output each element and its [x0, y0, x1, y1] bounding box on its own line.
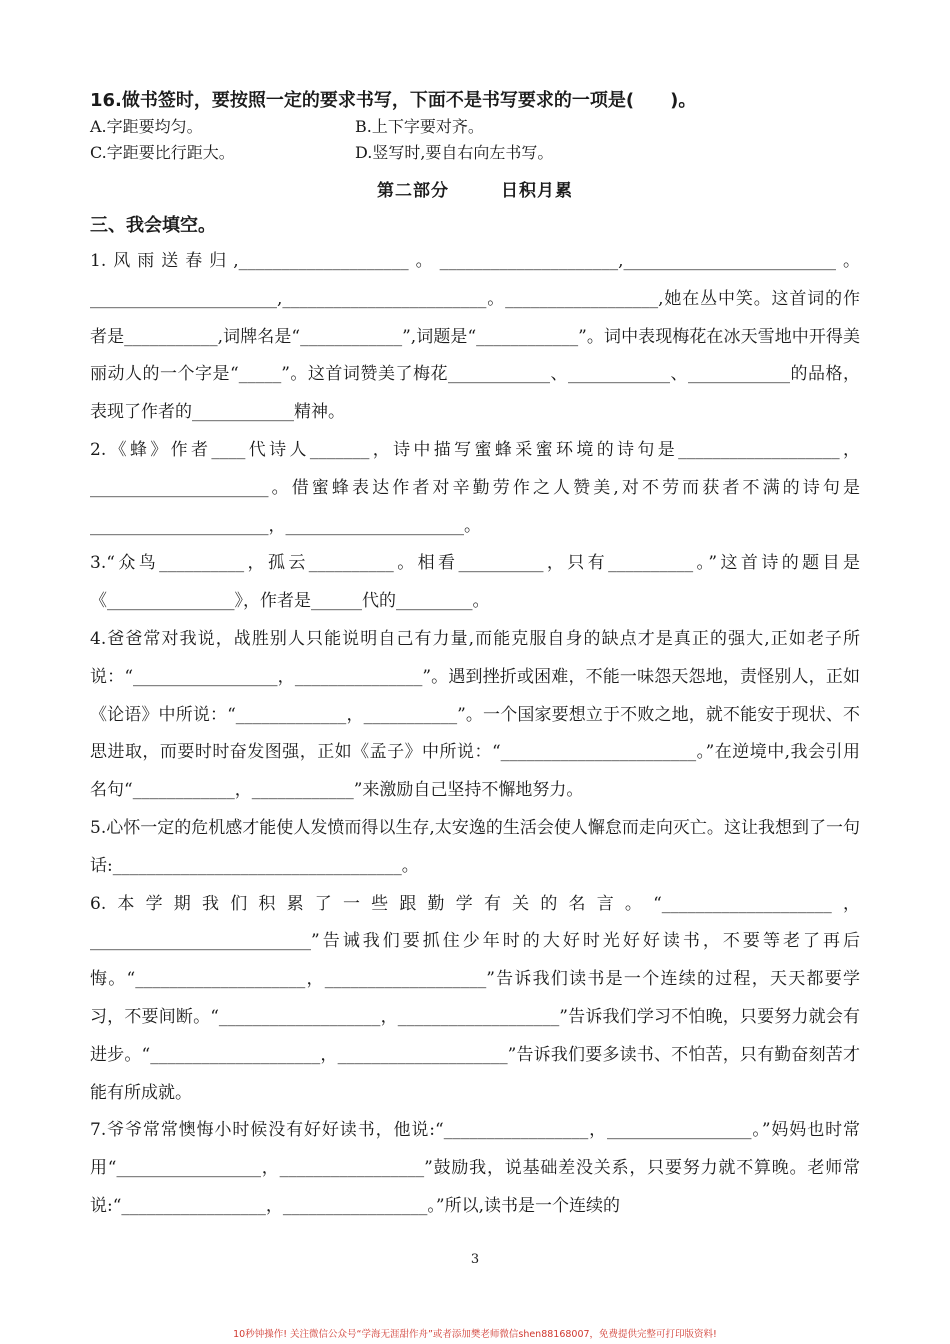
question-16-stem: 16.做书签时，要按照一定的要求书写，下面不是书写要求的一项是( )。	[90, 90, 697, 111]
question-16-options	[90, 114, 860, 166]
part-title-left: 第二部分	[377, 181, 449, 201]
question-6: 6.本学期我们积累了一些跟勤学有关的名言。“____________________，__________________________”告诫我们要抓住少年时的大好时光好好读书，不要等老了再后悔。“____________________，___________________”告诉我们读书是一个连续的过程，天天都要学习，不要间断。“___________________，___________________”告诉我们学习不怕晚，只要努力就会有进步。“____________________，____________________”告诉我们要多读书、不怕苦，只有勤奋刻苦才能有所成就。	[90, 893, 860, 1103]
question-1: 1.风雨送春归,____________________。_____________________,_________________________。______________________,________________________。__________________,她在丛中笑。这首词的作者是___________,词牌名是“____________”,词题是“____________”。词中表现梅花在冰天雪地中开得美丽动人的一个字是“_____”。这首词赞美了梅花____________、____________、____________的品格，表现了作者的____________精神。	[90, 251, 860, 423]
option-c: C.字距要比行距大。	[90, 143, 235, 162]
page-number: 3	[470, 1252, 480, 1267]
option-b: B.上下字要对齐。	[355, 117, 484, 136]
question-5: 5.心怀一定的危机感才能使人发愤而得以生存,太安逸的生活会使人懈怠而走向灭亡。这让我想到了一句话:__________________________________。	[90, 817, 860, 876]
footer-note: 10秒钟操作! 关注微信公众号“学海无涯甜作舟”或者添加樊老师微信shen88168007，免费提供完整可打印版资料!	[233, 1329, 717, 1340]
part-title	[90, 176, 860, 201]
question-7: 7.爷爷常常懊悔小时候没有好好读书，他说:“_________________，_________________。”妈妈也时常用“_________________，_________________”鼓励我，说基础差没关系，只要努力就不算晚。老师常说:“_________________，_________________。”所以,读书是一个连续的	[90, 1120, 860, 1216]
question-3: 3.“众鸟__________，孤云__________。相看__________，只有__________。”这首诗的题目是《_______________》，作者是______代的_________。	[90, 553, 860, 612]
option-a: A.字距要均匀。	[90, 117, 203, 136]
question-4: 4.爸爸常对我说，战胜别人只能说明自己有力量,而能克服自身的缺点才是真正的强大,正如老子所说：“_________________，_______________”。遇到挫折或困难，不能一味怨天怨地，责怪别人，正如《论语》中所说：“_____________，___________”。一个国家要想立于不败之地，就不能安于现状、不思进取，而要时时奋发图强，正如《孟子》中所说：“_______________________。”在逆境中,我会引用名句“____________，____________”来激励自己坚持不懈地努力。	[90, 628, 860, 801]
section-title: 三、我会填空。	[90, 215, 216, 236]
part-title-right: 日积月累	[501, 181, 573, 201]
question-2: 2.《蜂》作者____代诗人_______，诗中描写蜜蜂采蜜环境的诗句是___________________，_____________________。借蜜蜂表达作者对辛勤劳作之人赞美,对不劳而获者不满的诗句是_____________________，_____________________。	[90, 439, 860, 536]
option-d: D.竖写时,要自右向左书写。	[355, 143, 554, 162]
page-content	[90, 88, 860, 1226]
